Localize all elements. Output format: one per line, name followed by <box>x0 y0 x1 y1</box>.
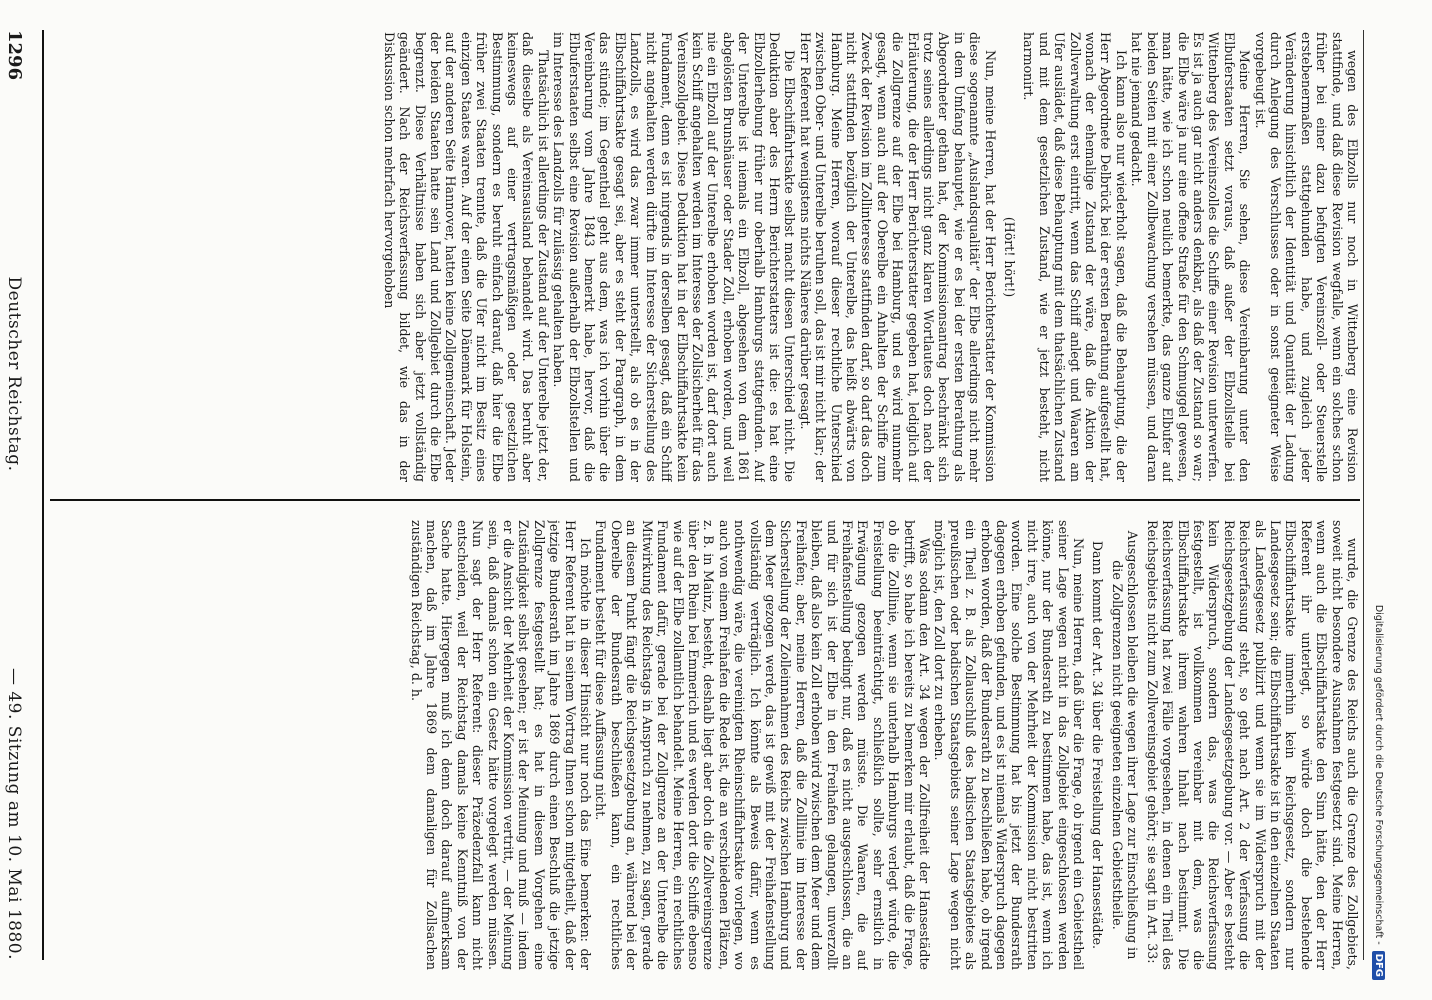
paragraph: Ich kann also nur wiederholt sagen, daß die Behauptung, die der Herr Abgeordnete Delbrück bei der ersten Berathung aufgestellt hat, wonach der ehemalige Zustand der wäre, daß die Aktion der Zollverwaltung erst eintritt, wenn das Schiff anlegt und Waaren am Ufer auslädet, daß diese Behauptung mit dem thatsächlichen Zustand und mit dem gesetzlichen Zustand, wie er jetzt besteht, nicht harmonirt. <box>1021 32 1129 482</box>
journal-title: Deutscher Reichstag. <box>4 276 24 472</box>
dfg-logo: DFG <box>1373 951 1386 980</box>
paragraph: Was sodann den Art. 34 wegen der Zollfreiheit der Hansestädte betrifft, so habe ich bereits zu bemerken mir erlaubt, daß die Frage, ob die Zolllinie, wenn sie unterhalb Hamburgs verlegt würde, die Freistellung beeinträchtigt, schließlich sollte, sehr ernstlich in Erwägung gezogen werden müsste. Die Waaren, die auf Freihafenstellung bedingt nur, daß es nicht ausgeschlossen, die an und für sich ist der Elbe in den Freihafen gelangen, unverzollt bleiben, daß also kein Zoll erhoben wird zwischen dem Meer und dem Freihafen; aber, meine Herren, daß die Zolllinie im Interesse der Sicherstellung der Zolleinnahmen des Reichs zwischen Hamburg und dem Meer gezogen werde, das ist gewiß mit der Freihafenstellung vollständig verträglich. Ich könnte als Beweis dafür, wenn es nothwendig wäre, die vereinigten Rheinschiffahrtsakte vorlegen, wo auch von einem Freihafen die Rede ist, die an verschiedenen Plätzen, z. B. in Mainz, besteht, deshalb liegt aber doch die Zollvereinsgrenze über den Rhein bei Emmerich und es werden dort die Schiffe ebenso wie auf der Elbe zollamtlich behandelt. Meine Herren, ein rechtliches Fundament dafür, gerade bei der Zollgrenze an der Unterelbe die Mitwirkung des Reichstags in Anspruch zu nehmen, zu sagen, gerade an diesem Punkt fängt die Reichsgesetzgebung an, während bei der Oberelbe der Bundesrath beschließen kann, ein rechtliches Fundament besteht für diese Auffassung nicht. <box>593 520 933 970</box>
page-number: 1296 <box>4 30 25 81</box>
credit-text: Digitalisierung gefördert durch die Deutsche Forschungsgemeinschaft - <box>1373 604 1385 945</box>
column-separator <box>50 499 1360 501</box>
top-rule <box>1363 30 1364 960</box>
session-title: — 49. Sitzung am 10. Mai 1880. <box>4 667 24 960</box>
right-column <box>50 520 1360 970</box>
left-column <box>50 32 1360 482</box>
paragraph: Meine Herren, Sie sehen, diese Vereinbarung unter den Elbuferstaaten setzt voraus, daß außer der Elbzollstelle bei Wittenberg des Vereinszolles die Schiffe einer Revision unterwerfen. Es ist ja auch gar nicht anders denkbar, als daß der Zustand so war; die Elbe wäre ja nur eine offene Straße für den Schmuggel gewesen, man hätte, wie ich schon neulich bemerkte, das ganze Elbufer auf beiden Seiten mit einer Zollbewachung versehen müssen, und daran hat nie jemand gedacht. <box>1129 32 1253 482</box>
paragraph: Nun, meine Herren, hat der Herr Berichterstatter der Kommission diese sogenannte „Auslandsqualität“ der Elbe allerdings nicht mehr in dem Umfang behauptet, wie er es bei der ersten Berathung als Abgeordneter gethan hat, der Kommissionsantrag beschränkt sich trotz seines allerdings nicht ganz klaren Wortlautes doch nach der Erläuterung, die der Herr Berichterstatter gegeben hat, lediglich auf die Zollgrenze auf der Elbe bei Hamburg, und es wird nunmehr gesagt, wenn auch auf der Oberelbe ein Anhalten der Schiffe zum Zweck der Revision im Zollinteresse stattfinden darf, so darf das doch nicht stattfinden bezüglich der Unterelbe, das heißt abwärts von Hamburg. Meine Herren, worauf dieser rechtliche Unterschied zwischen Ober- und Unterelbe beruhen soll, das ist mir nicht klar; der Herr Referent hat wenigstens nichts Näheres darüber gesagt. <box>797 32 998 482</box>
digitization-credit <box>1368 400 1390 980</box>
paragraph: (Hört! hört!) <box>1002 216 1018 298</box>
running-header <box>4 30 38 960</box>
paragraph: Dann kommt der Art. 34 über die Freistellung der Hansestädte. <box>1090 540 1106 950</box>
paragraph: wurde, die Grenze des Reichs auch die Grenze des Zollgebiets, soweit nicht besondere Ausnahmen festgesetzt sind. Meine Herren, wenn auch die Elbschiffahrtsakte den Sinn hätte, den der Herr Referent ihr unterlegt, so würde doch die bestehende Elbschiffahrtsakte immerhin kein Reichsgesetz, sondern nur Landesgesetz sein; die Elbschiffahrtsakte ist in den einzelnen Staaten als Landesgesetz publizirt und wenn sie im Widerspruch mit der Reichsverfassung steht, so geht nach Art. 2 der Verfassung die Reichsgesetzgebung der Landesgesetzgebung vor. — Aber es besteht kein Widerspruch, sondern das, was die Reichsverfassung festgestellt, ist vollkommen vereinbar mit dem, was die Elbschiffahrtsakte ihrem wahren Inhalt nach bestimmt. Die Reichsverfassung hat zwei Fälle vorgesehen, in denen ein Theil des Reichsgebiets nicht zum Zollvereinsgebiet gehört; sie sagt in Art. 33: <box>1144 520 1360 970</box>
paragraph: Die Elbschiffahrtsakte selbst macht diesen Unterschied nicht. Die Deduktion aber des Herrn Berichterstatters ist die: es hat eine Elbzollerhebung früher nur oberhalb Hamburgs stattgefunden. Auf der Unterelbe ist niemals ein Elbzoll, abgesehen von dem 1861 abgelösten Brunshäuser oder Stader Zoll, erhoben worden, und weil nie ein Elbzoll auf der Unterelbe erhoben worden ist, darf dort auch kein Schiff angehalten werden im Interesse der Zollsicherheit für das Vereinszollgebiet. Diese Deduktion hat in der Elbschiffahrtsakte kein Fundament, denn es ist nirgends in derselben gesagt, daß ein Schiff nicht angehalten werden dürfte im Interesse der Sicherstellung des Landzolls, es wird das zwar immer unterstellt, als ob es in der Elbschiffahrtsakte gesagt sei, aber es steht der Paragraph, in dem das stünde; im Gegentheil geht aus dem, was ich vorhin über die Vereinbarung vom Jahre 1843 bemerkt habe, hervor, daß die Elbuferstaaten selbst eine Revision außerhalb der Elbzollstellen und im Interesse des Landzolls für zulässig gehalten haben. <box>551 32 798 482</box>
paragraph: Thatsächlich ist allerdings der Zustand auf der Unterelbe jetzt der, daß dieselbe als Vereinsausland behandelt wird. Das beruht aber keineswegs auf einer vertragsmäßigen oder gesetzlichen Bestimmung, sondern es beruht einfach darauf, daß hier die Elbe früher zwei Staaten trennte, daß die Ufer nicht im Besitz eines einzigen Staates waren. Auf der einen Seite Dänemark für Holstein, auf der anderen Seite Hannover, hatten keine Zollgemeinschaft. Jeder der beiden Staaten hatte sein Land und Zollgebiet durch die Elbe begrenzt. Diese Verhältnisse haben sich aber jetzt vollständig geändert. Nach der Reichsverfassung bildet, wie das in der Diskussion schon mehrfach hervorgehoben <box>381 32 551 482</box>
paragraph: Nun, meine Herren, daß über die Frage, ob irgend ein Gebietstheil seiner Lage wegen nicht in das Zollgebiet eingeschlossen werden könne, nur der Bundesrath zu bestimmen habe, das ist, wenn ich nicht irre, auch von der Mehrheit der Kommission nicht bestritten worden. Eine solche Bestimmung hat bis jetzt der Bundesrath dagegen erhoben gefunden, und es ist niemals Widerspruch dagegen erhoben worden, daß der Bundesrath zu beschließen habe, ob irgend ein Theil z. B. als Zollauschluß des badischen Staatsgebietes als preußischen oder badischen Staatsgebiets seiner Lage wegen nicht möglich ist, den Zoll dort zu erheben. <box>932 520 1087 970</box>
header-rule <box>42 30 44 960</box>
paragraph: Ausgeschlossen bleiben die wegen ihrer Lage zur Einschließung in die Zollgrenzen nicht geeigneten einzelnen Gebietstheile. <box>1109 530 1141 960</box>
paragraph: Ich möchte in dieser Hinsicht nur noch das Eine bemerken: der Herr Referent hat in seinem Vortrag Ihnen schon mitgetheilt, daß der jetzige Bundesrath im Jahre 1869 durch einen Beschluß die jetzige Zollgrenze festgestellt hat; es hat in diesem Vorgehen eine Zuständigkeit selbst gesehen; er ist der Meinung und muß — indem er die Ansicht der Mehrheit der Kommission vertritt, — der Meinung sein, daß damals schon ein Gesetz hätte vorgelegt werden müssen. Nun sagt der Herr Referent: dieser Präzedenzfall kann nicht entscheiden, weil der Reichstag damals keine Kenntniß von der Sache hatte. Hiergegen muß ich denn doch darauf aufmerksam machen, daß im Jahre 1869 dem damaligen für Zollsachen zuständigen Reichstag, d. h. <box>408 520 594 970</box>
paragraph: wegen des Elbzolls nur noch in Wittenberg eine Revision stattfinde, und daß diese Revision wegfalle, wenn ein solches schon früher bei einer dazu befugten Vereinszoll- oder Steuerstelle erstebenermaßen stattgehunden habe, und zugleich jeder Veränderung hinsichtlich der Identität und Quantität der Ladung durch Anlegung des Verschlusses oder in sonst geeigneter Weise vorgebeugt ist. <box>1252 32 1360 482</box>
